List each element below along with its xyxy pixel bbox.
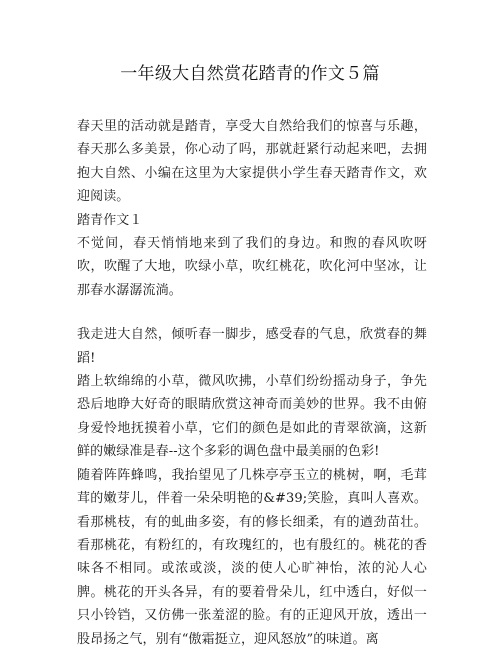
body-paragraph-1: 不觉间，春天悄悄地来到了我们的身边。和煦的春风吹呀吹，吹醒了大地，吹绿小草，吹红桃花，吹化河中坚冰，让那春水潺潺流淌。 bbox=[77, 236, 427, 298]
article-body bbox=[77, 115, 427, 651]
section-heading: 踏青作文１ bbox=[77, 212, 143, 228]
page-title: 一年级大自然赏花踏青的作文５篇 bbox=[120, 64, 380, 84]
body-paragraph-3: 踏上软绵绵的小草，微风吹拂，小草们纷纷摇动身子，争先恐后地睁大好奇的眼睛欣赏这神奇而美妙的世界。我不由俯身爱怜地抚摸着小草，它们的颜色是如此的青翠欲滴，这新鲜的嫩绿准是春--这个多彩的调色盘中最美丽的色彩! bbox=[77, 374, 427, 460]
body-paragraph-4: 随着阵阵蜂鸣，我抬望见了几株亭亭玉立的桃树，啊，毛茸茸的嫩芽儿，伴着一朵朵明艳的&#39;笑脸，真叫人喜欢。看那桃枝，有的虬曲多姿，有的修长细柔，有的遒劲苗壮。看那桃花，有粉红的，有玫瑰红的，也有殷红的。桃花的香味各不相同。或浓或淡，淡的使人心旷神怡，浓的沁人心脾。桃花的开头各异，有的要着骨朵儿，红中透白，好似一只小铃铛，又仿佛一张羞涩的脸。有的正迎风开放，透出一股昂扬之气，别有“傲霜挺立，迎风怒放”的味道。离 bbox=[77, 467, 427, 647]
intro-paragraph: 春天里的活动就是踏青，享受大自然给我们的惊喜与乐趣，春天那么多美景，你心动了吗，那就赶紧行动起来吧，去拥抱大自然、小编在这里为大家提供小学生春天踏青作文，欢迎阅读。 bbox=[77, 119, 427, 205]
paragraph-gap bbox=[77, 302, 427, 323]
body-paragraph-2: 我走进大自然，倾听春一脚步，感受春的气息，欣赏春的舞蹈! bbox=[77, 327, 427, 366]
